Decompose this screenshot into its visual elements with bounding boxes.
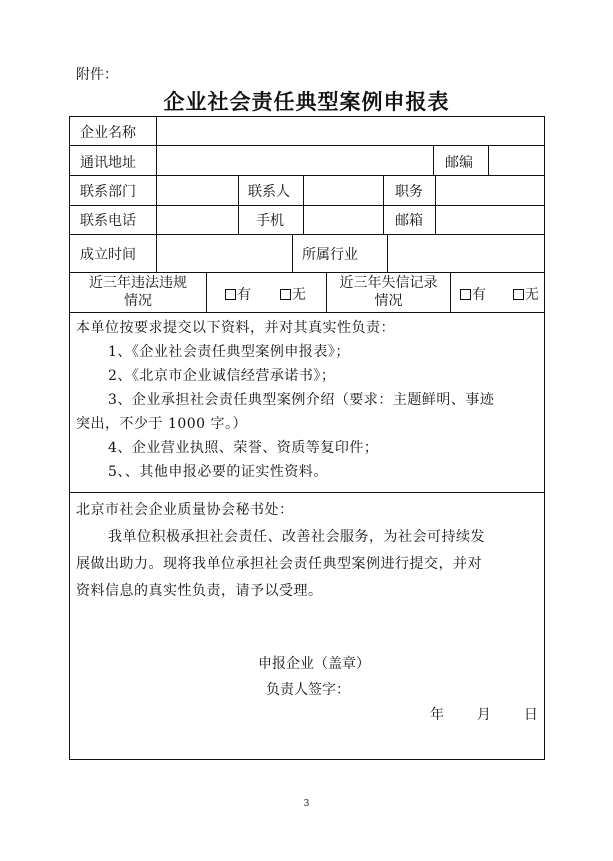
industry-label: 所属行业 xyxy=(302,247,358,263)
email-field[interactable] xyxy=(436,206,544,234)
checkbox-icon xyxy=(460,289,471,300)
materials-item-2: 2、《北京市企业诚信经营承诺书》； xyxy=(108,368,336,384)
declaration-section xyxy=(76,497,540,605)
date-month: 月 xyxy=(476,707,491,723)
checkbox-icon xyxy=(513,289,524,300)
department-label: 联系部门 xyxy=(80,184,136,200)
violation-no-checkbox[interactable] xyxy=(280,287,306,303)
materials-item-4: 4、企业营业执照、荣誉、资质等复印件； xyxy=(108,440,379,456)
founded-label: 成立时间 xyxy=(80,247,136,263)
position-label: 职务 xyxy=(395,184,423,200)
contact-person-field[interactable] xyxy=(304,176,383,205)
materials-item-5: 5、、其他申报必要的证实性资料。 xyxy=(108,464,328,480)
phone-field[interactable] xyxy=(157,206,238,234)
violation-yes-checkbox[interactable] xyxy=(225,287,251,303)
col-divider xyxy=(433,145,434,175)
dishonesty-options xyxy=(460,284,539,304)
violation-yes-label: 有 xyxy=(237,287,251,303)
postcode-label: 邮编 xyxy=(445,155,473,171)
mobile-label: 手机 xyxy=(256,213,284,229)
dishonesty-yes-label: 有 xyxy=(472,287,486,303)
row-divider xyxy=(70,492,544,493)
address-field[interactable] xyxy=(157,146,433,175)
department-field[interactable] xyxy=(157,176,238,205)
col-divider xyxy=(383,175,384,234)
dishonesty-no-checkbox[interactable] xyxy=(513,287,539,303)
col-divider xyxy=(238,175,239,234)
row-divider xyxy=(70,312,544,313)
violation-label-line1: 近三年违法违规 xyxy=(89,275,187,291)
company-name-label: 企业名称 xyxy=(80,125,136,141)
founded-field[interactable] xyxy=(157,235,292,272)
dishonesty-yes-checkbox[interactable] xyxy=(460,287,486,303)
violation-label-line2: 情况 xyxy=(124,293,152,309)
phone-label: 联系电话 xyxy=(80,213,136,229)
dishonesty-label-line1: 近三年失信记录 xyxy=(339,275,438,291)
date-line xyxy=(430,704,538,724)
postcode-field[interactable] xyxy=(489,146,544,175)
checkbox-icon xyxy=(225,289,236,300)
page-number: 3 xyxy=(303,799,310,809)
company-name-field[interactable] xyxy=(157,117,544,145)
position-field[interactable] xyxy=(436,176,544,205)
col-divider xyxy=(206,272,207,312)
industry-field[interactable] xyxy=(388,235,544,272)
mobile-field[interactable] xyxy=(304,206,383,234)
email-label: 邮箱 xyxy=(395,213,423,229)
contact-person-label: 联系人 xyxy=(248,184,290,200)
declaration-line-2: 展做出助力。现将我单位承担社会责任典型案例进行提交，并对 xyxy=(76,556,482,572)
applicant-seal-label: 申报企业（盖章） xyxy=(258,656,370,672)
address-label: 通讯地址 xyxy=(80,155,136,171)
violation-options xyxy=(225,284,306,304)
date-day: 日 xyxy=(523,707,538,723)
application-form-table xyxy=(69,116,545,760)
col-divider xyxy=(450,272,451,312)
declaration-line-3: 资料信息的真实性负责，请予以受理。 xyxy=(76,583,323,599)
materials-section xyxy=(76,316,540,484)
col-divider xyxy=(292,234,293,272)
attachment-label: 附件： xyxy=(76,67,118,83)
signature-label: 负责人签字： xyxy=(266,682,350,698)
violation-label xyxy=(70,274,206,310)
checkbox-icon xyxy=(280,289,291,300)
declaration-addressee: 北京市社会企业质量协会秘书处： xyxy=(76,502,294,518)
dishonesty-no-label: 无 xyxy=(524,287,539,303)
page-title: 企业社会责任典型案例申报表 xyxy=(163,90,450,114)
row-divider xyxy=(70,272,544,273)
violation-no-label: 无 xyxy=(291,287,306,303)
date-year: 年 xyxy=(430,707,444,723)
materials-item-3-line1: 3、企业承担社会责任典型案例介绍（要求：主题鲜明、事迹 xyxy=(108,392,495,408)
materials-item-3-line2: 突出，不少于 1000 字。） xyxy=(76,416,248,432)
materials-item-1: 1、《企业社会责任典型案例申报表》； xyxy=(108,344,350,360)
declaration-line-1: 我单位积极承担社会责任、改善社会服务，为社会可持续发 xyxy=(108,529,485,545)
dishonesty-label-line2: 情况 xyxy=(374,293,403,309)
dishonesty-label xyxy=(327,274,450,310)
materials-intro: 本单位按要求提交以下资料，并对其真实性负责： xyxy=(76,320,395,336)
